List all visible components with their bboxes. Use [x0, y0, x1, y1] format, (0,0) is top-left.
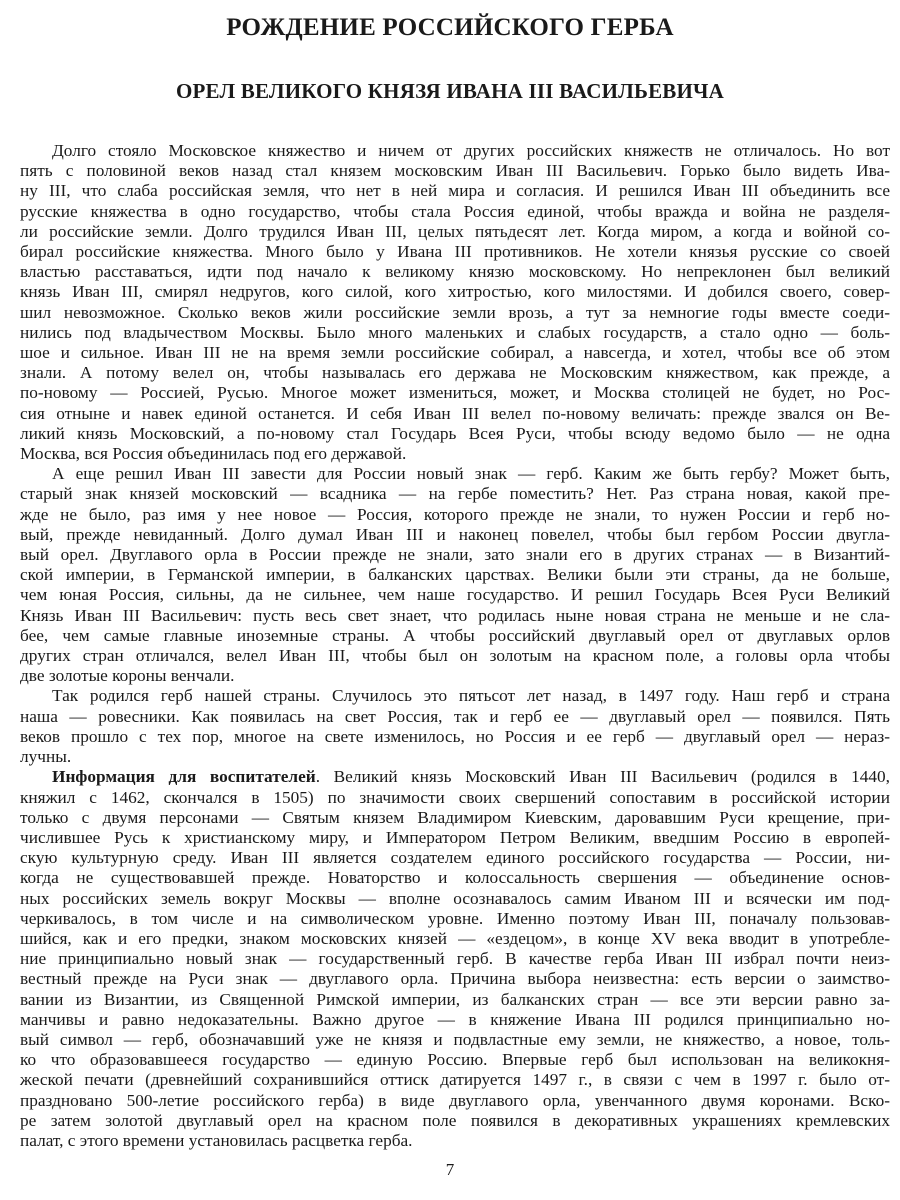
- text-line: числившее Русь к христианскому миру, и Императором Петром Великим, введшим Россию в европей-: [20, 827, 890, 847]
- paragraph: [20, 464, 890, 686]
- text-line: жде не было, раз имя у нее новое — Россия, которого прежде не знали, то нужен России и герб но-: [20, 504, 890, 524]
- text-line: Москва, вся Россия объединилась под его державой.: [20, 444, 407, 464]
- text-line: палат, с этого времени установилась расцветка герба.: [20, 1130, 413, 1150]
- text-line: чем юная Россия, сильны, да не сильнее, чем наше государство. И решил Государь Всея Руси Великий: [20, 585, 890, 605]
- text-line: ну III, что слаба российская земля, что нет в ней мира и согласия. И решился Иван III объединить все: [20, 181, 890, 201]
- text-line: властью расставаться, идти под начало к великому князю московскому. Но непреклонен был великий: [20, 262, 890, 282]
- text-line: ликий князь Московский, а по-новому стал Государь Всея Руси, чтобы всюду ведомо было — не одна: [20, 423, 890, 443]
- text-line: манчивы и равно недоказательны. Важно другое — в княжение Ивана III родился принципиально но-: [20, 1009, 890, 1029]
- text-line: жеской печати (древнейший сохранившийся оттиск датируется 1497 г., в связи с чем в 1997 г. было от-: [20, 1070, 890, 1090]
- text-line: А еще решил Иван III завести для России новый знак — герб. Каким же быть гербу? Может быть,: [52, 464, 890, 484]
- text-line: бее, чем самые главные иноземные страны. А чтобы российский двуглавый орел от двуглавых орлов: [20, 625, 890, 645]
- text-line: вестный прежде на Руси знак — двуглавого орла. Причина выбора неизвестна: есть версии о заимство-: [20, 969, 890, 989]
- text-line: старый знак князей московский — всадника — на гербе поместить? Нет. Раз страна новая, какой пре-: [20, 484, 890, 504]
- text-line: вый символ — герб, обозначавший уже не князя и подвластные ему земли, не княжество, а новое, толь-: [20, 1029, 890, 1049]
- text-line: шил невозможное. Сколько веков жили российские земли врозь, а тут за немногие годы вместе соеди-: [20, 302, 890, 322]
- paragraph: [20, 686, 890, 767]
- page-title: РОЖДЕНИЕ РОССИЙСКОГО ГЕРБА: [226, 14, 674, 41]
- text-line: ние принципиально новый знак — государственный герб. В качестве герба Иван III избрал почти неиз-: [20, 949, 890, 969]
- text-line: ко что образовавшееся государство — единую Россию. Впервые герб был использован на великокня-: [20, 1050, 890, 1070]
- text-line: ре затем золотой двуглавый орел на красном поле появился в декоративных украшениях кремлевских: [20, 1110, 890, 1130]
- text-line: наша — ровесники. Как появилась на свет Россия, так и герб ее — двуглавый орел — появился. Пять: [20, 706, 890, 726]
- text-line: ли российские земли. Долго трудился Иван III, целых пятьдесят лет. Когда миром, а когда и войной со-: [20, 221, 890, 241]
- page-subtitle: ОРЕЛ ВЕЛИКОГО КНЯЗЯ ИВАНА III ВАСИЛЬЕВИЧА: [175, 79, 725, 103]
- text-line: лучны.: [20, 747, 72, 767]
- text-line: Так родился герб нашей страны. Случилось это пятьсот лет назад, в 1497 году. Наш герб и страна: [52, 686, 890, 706]
- text-line: бирал российские княжества. Много было у Ивана III противников. Не хотели князья русские со своей: [20, 242, 890, 262]
- text-line: ской империи, в Германской империи, в балканских царствах. Велики были эти страны, да не больше,: [20, 565, 890, 585]
- text-line: Информация для воспитателей. Великий князь Московский Иван III Васильевич (родился в 1440,: [52, 767, 890, 787]
- text-line: праздновано 500-летие российского герба) в виде двуглавого орла, увенчанного двумя коронами. Вско-: [20, 1090, 890, 1110]
- text-line: сия отныне и навек единой останется. И себя Иван III велел по-новому величать: прежде звался он Ве-: [20, 403, 890, 423]
- text-line: нились под владычеством Москвы. Было много маленьких и слабых государств, а стало одно — боль-: [20, 322, 890, 342]
- text-line: когда не существовавшей прежде. Новаторство и колоссальность свершения — объединение основ-: [20, 868, 890, 888]
- paragraph: [20, 141, 890, 464]
- text-line: знали. А потому велел он, чтобы называлась его держава не Московским княжеством, как прежде, а: [20, 363, 890, 383]
- bold-lead: Информация для воспитателей: [52, 767, 316, 787]
- text-line: русские княжества в одно государство, чтобы стала Россия единой, чтобы вражда и война не разделя-: [20, 201, 890, 221]
- text-line: князь Иван III, смирял недругов, кого силой, кого хитростью, кого милостями. И добился своего, совер-: [20, 282, 890, 302]
- page-number: 7: [445, 1160, 455, 1179]
- text-line: вый орел. Двуглавого орла в России прежде не знали, зато знали его в других странах — в Византий-: [20, 545, 890, 565]
- body-text: [20, 141, 890, 1151]
- text-line: вании из Византии, из Священной Римской империи, из балканских стран — все эти версии равно за-: [20, 989, 890, 1009]
- text-line: только с двумя персонами — Святым князем Владимиром Киевским, даровавшим Руси крещение, при-: [20, 807, 890, 827]
- text-line: черкивалось, в том числе и на символическом уровне. Именно поэтому Иван III, поначалу пользовав-: [20, 908, 890, 928]
- text-line: вый, прежде невиданный. Долго думал Иван III и наконец повелел, чтобы был гербом России двугла-: [20, 524, 890, 544]
- text-line: Долго стояло Московское княжество и ничем от других российских княжеств не отличалось. Но вот: [52, 141, 890, 160]
- text-line: пять с половиной веков назад стал князем московским Иван III Васильевич. Горько было видеть Ива-: [20, 161, 890, 181]
- text-line: по-новому — Россией, Русью. Многое может измениться, может, и Москва столицей не будет, но Рос-: [20, 383, 890, 403]
- text-line: ных российских земель вокруг Москвы — вполне осознавалось самим Иваном III и всячески им под-: [20, 888, 890, 908]
- paragraph: [20, 767, 890, 1151]
- text-line: Князь Иван III Васильевич: пусть весь свет знает, что родилась ныне новая страна не меньше и не сла-: [20, 605, 890, 625]
- text-line: скую культурную среду. Иван III является создателем единого российского государства — России, ни-: [20, 848, 890, 868]
- text-line: шийся, как и его предки, знаком московских князей — «ездецом», в конце XV века вводит в употребле-: [20, 928, 890, 948]
- text-line: шое и сильное. Иван III не на время земли российские собирал, а навсегда, и хотел, чтобы все об этом: [20, 343, 890, 363]
- text-line: княжил с 1462, скончался в 1505) по значимости своих свершений сопоставим в российской истории: [20, 787, 890, 807]
- text-line: веков прошло с тех пор, многое на свете изменилось, но Россия и ее герб — двуглавый орел — нераз-: [20, 726, 890, 746]
- text-line: две золотые короны венчали.: [20, 666, 235, 686]
- text-line: других стран отличался, велел Иван III, чтобы был он золотым на красном поле, а головы орла чтобы: [20, 646, 890, 666]
